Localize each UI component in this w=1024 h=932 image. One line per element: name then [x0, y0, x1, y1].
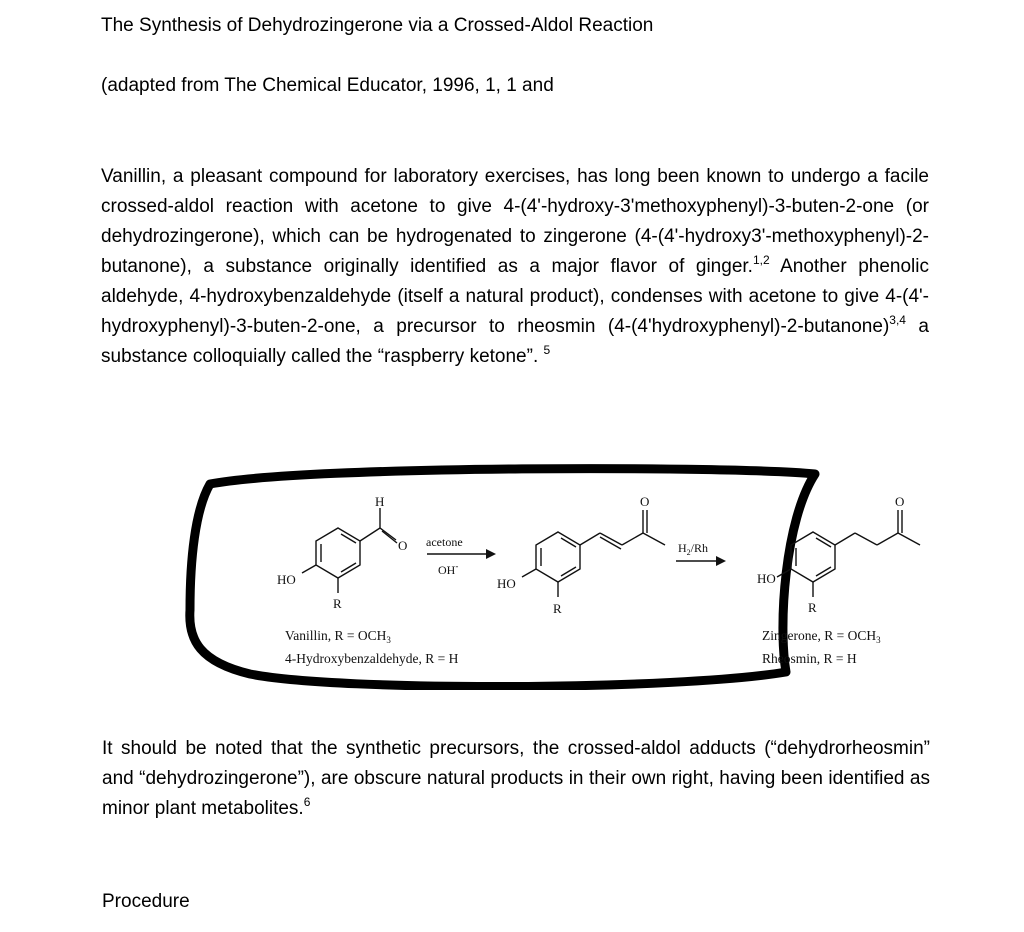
intro-paragraph	[101, 162, 929, 372]
reactant-structure	[302, 508, 397, 593]
intermediate-structure	[522, 510, 665, 597]
intermediate-atom-ho: HO	[497, 576, 516, 591]
source-citation: (adapted from The Chemical Educator, 1996, 1, 1 and	[101, 75, 554, 96]
note-paragraph	[102, 734, 930, 824]
intermediate-atom-r: R	[553, 601, 562, 616]
hydroxide-label: OH	[438, 563, 456, 577]
note-text: It should be noted that the synthetic precursors, the crossed-aldol adducts (“dehydrorheosmin” and “dehydrozingerone”), are obscure natural products in their own right, having been identified as minor plant metabolites.	[102, 738, 930, 819]
citation-6: 6	[303, 795, 311, 809]
reactant-atom-o: O	[398, 538, 408, 553]
intro-text-1: Vanillin, a pleasant compound for laboratory exercises, has long been known to undergo a facile crossed-aldol reaction with acetone to give 4-(4'-hydroxy-3'methoxyphenyl)-3-buten-2-one (or dehydrozingerone), which can be hydrogenated to zingerone (4-(4'-hydroxy3'-methoxyphenyl)-2-butanone), a substance originally identified as a major flavor of ginger.	[101, 166, 929, 277]
hydrogenation-arrow-head	[716, 556, 726, 566]
reaction-scheme	[180, 460, 940, 690]
intermediate-atom-o: O	[640, 494, 650, 509]
caption-hydroxybenzaldehyde: 4-Hydroxybenzaldehyde, R = H	[285, 651, 459, 666]
reactant-atom-ho: HO	[277, 572, 296, 587]
reagent-acetone: acetone	[426, 535, 463, 549]
intro-text-2: Another phenolic aldehyde, 4-hydroxybenzaldehyde (itself a natural product), condenses with acetone to give 4-(4'-hydroxyphenyl)-3-buten-2-one, a precursor to rheosmin (4-(4'hydroxyphenyl)-2-butanone)	[101, 256, 929, 337]
caption-vanillin-text: Vanillin, R = OCH	[285, 628, 387, 643]
document-title: The Synthesis of Dehydrozingerone via a Crossed-Aldol Reaction	[101, 15, 654, 36]
product-atom-ho: HO	[757, 571, 776, 586]
reactant-atom-r: R	[333, 596, 342, 611]
rhodium-label: /Rh	[690, 541, 709, 555]
reagent-hydrogen-rhodium	[678, 541, 708, 557]
citation-5: 5	[543, 343, 551, 357]
procedure-heading: Procedure	[102, 891, 190, 912]
reagent-hydroxide	[438, 561, 458, 577]
caption-zingerone	[762, 628, 881, 645]
citation-1-2: 1,2	[752, 253, 770, 267]
reactant-atom-h: H	[375, 494, 385, 509]
caption-vanillin-sub: 3	[386, 635, 391, 645]
caption-zingerone-sub: 3	[876, 635, 881, 645]
hydrogen-label: H	[678, 541, 687, 555]
product-atom-r: R	[808, 600, 817, 615]
hydroxide-charge: -	[455, 561, 459, 571]
aldol-arrow-head	[486, 549, 496, 559]
product-atom-o: O	[895, 494, 905, 509]
caption-zingerone-text: Zingerone, R = OCH	[762, 628, 877, 643]
intro-text-3: a substance colloquially called the “raspberry ketone”.	[101, 316, 929, 367]
caption-vanillin	[285, 628, 391, 645]
citation-3-4: 3,4	[889, 313, 906, 327]
caption-rheosmin: Rheosmin, R = H	[762, 651, 857, 666]
hydrogen-subscript: 2	[686, 548, 691, 557]
